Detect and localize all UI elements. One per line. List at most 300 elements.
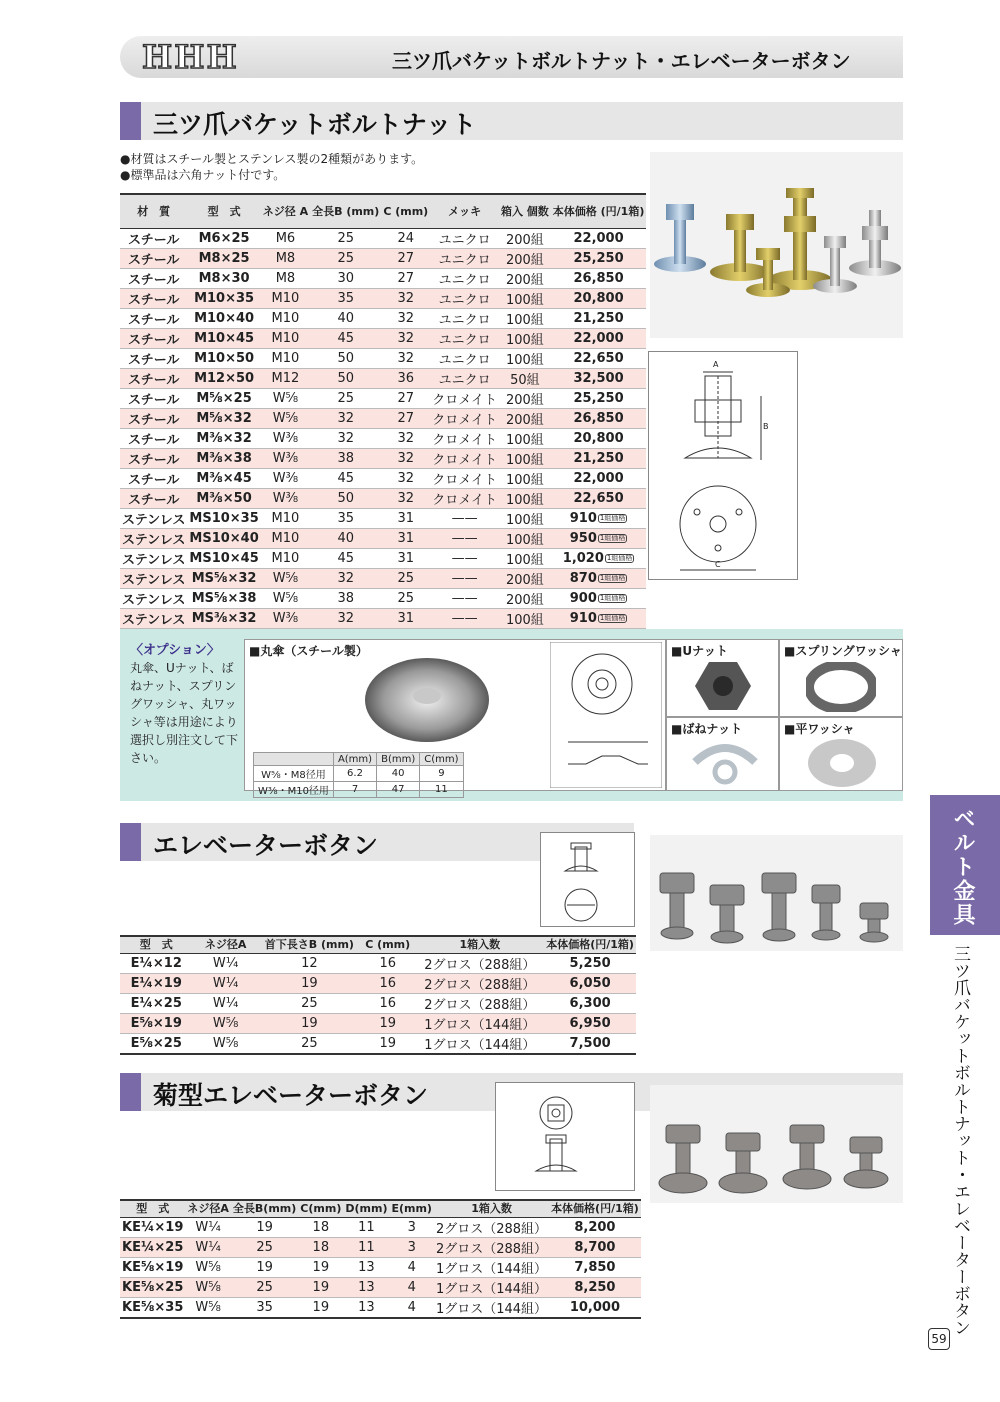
table-cell xyxy=(231,1217,298,1237)
cell-value: M10×40 xyxy=(194,310,255,326)
table-cell xyxy=(381,328,430,348)
table-cell xyxy=(120,428,187,448)
unit-price-note: 1組価格 xyxy=(599,533,626,542)
cell-value: 30 xyxy=(337,270,354,286)
table-cell xyxy=(261,248,310,268)
table-cell xyxy=(434,1297,549,1318)
cell-value: ユニクロ xyxy=(438,312,491,328)
table-cell xyxy=(120,568,187,588)
cell-value: 32 xyxy=(397,450,415,466)
heading-accent-bar xyxy=(120,1073,141,1111)
table-cell xyxy=(310,508,381,528)
table-row xyxy=(120,248,646,268)
table-cell xyxy=(389,1237,434,1257)
cell-value: 19 xyxy=(379,1015,396,1031)
column-header: 全長B (mm) xyxy=(310,194,381,228)
cell-value: 38 xyxy=(337,590,354,606)
table-cell xyxy=(187,588,260,608)
cell-value: 1グロス（144組） xyxy=(435,1301,548,1317)
table-cell xyxy=(298,1217,343,1237)
table-cell xyxy=(499,248,551,268)
table-cell xyxy=(187,248,260,268)
cell-value: 100組 xyxy=(505,612,544,628)
cell-value: 25 xyxy=(397,570,415,586)
cell-value: スチール xyxy=(127,472,180,488)
cell-value: W¼ xyxy=(212,975,239,991)
cell-value: 200組 xyxy=(505,252,544,268)
table-cell xyxy=(261,408,310,428)
cell-value: 22,650 xyxy=(573,350,624,366)
table-cell xyxy=(544,1033,636,1054)
table-cell xyxy=(187,228,260,248)
column-header xyxy=(254,753,334,766)
column-header: E(mm) xyxy=(389,1200,434,1217)
cell-value: M10 xyxy=(271,510,300,526)
elevator-button-photo xyxy=(650,835,903,951)
cell-value: 25,250 xyxy=(573,390,624,406)
cell-value: E⅝×25 xyxy=(130,1035,182,1051)
cell-value: 8,250 xyxy=(574,1279,616,1295)
cell-value: 25 xyxy=(301,1035,318,1051)
table-cell xyxy=(310,368,381,388)
cell-value: 25,250 xyxy=(573,250,624,266)
umbrella-photo xyxy=(363,654,493,746)
cell-value: 32 xyxy=(397,470,415,486)
cell-value: 35 xyxy=(337,290,354,306)
table-cell xyxy=(310,408,381,428)
cell-value: 19 xyxy=(379,1035,396,1051)
table-cell xyxy=(430,568,499,588)
cell-value: クロメイト xyxy=(432,472,497,488)
bucket-bolt-table xyxy=(120,193,646,650)
cell-value: M10×35 xyxy=(194,290,255,306)
table-cell xyxy=(430,248,499,268)
kiku-button-photo xyxy=(650,1085,903,1203)
table-cell xyxy=(187,508,260,528)
cell-value: 26,850 xyxy=(573,270,624,286)
table-cell xyxy=(430,548,499,568)
cell-value: MS⅝×38 xyxy=(191,590,257,606)
table-cell xyxy=(430,408,499,428)
cell-value: M12×50 xyxy=(194,370,255,386)
cell-value: M10 xyxy=(271,310,300,326)
column-header: 1箱入数 xyxy=(434,1200,549,1217)
table-cell xyxy=(499,408,551,428)
column-header: ネジ径A xyxy=(185,1200,231,1217)
cell-value: 27 xyxy=(397,270,415,286)
side-caption: 三ツ爪バケットボルトナット・エレベーターボタン xyxy=(950,945,970,1336)
cell-value: 24 xyxy=(397,230,415,246)
table-row xyxy=(120,448,646,468)
table-cell xyxy=(430,388,499,408)
table-cell xyxy=(259,973,360,993)
cell-value: KE⅝×19 xyxy=(122,1259,184,1275)
cell-value: W⅝ xyxy=(195,1299,221,1315)
table-cell xyxy=(551,388,647,408)
cell-value: 1グロス（144組） xyxy=(435,1261,548,1277)
cell-value: M6×25 xyxy=(198,230,250,246)
table-cell xyxy=(430,228,499,248)
table-cell xyxy=(549,1277,641,1297)
cell-value: 3 xyxy=(407,1219,416,1235)
cell-value: 45 xyxy=(337,330,354,346)
cell-value: M8×30 xyxy=(198,270,250,286)
u-nut-cell xyxy=(666,639,779,717)
u-nut-photo xyxy=(695,660,751,712)
cell-value: クロメイト xyxy=(432,492,497,508)
cell-value: 35 xyxy=(256,1299,273,1315)
table-cell xyxy=(415,953,544,973)
table-cell xyxy=(120,448,187,468)
table-cell: 6.2 xyxy=(333,766,376,782)
table-cell xyxy=(343,1217,389,1237)
cell-value: ユニクロ xyxy=(438,232,491,248)
cell-value: スチール xyxy=(127,232,180,248)
table-cell xyxy=(259,993,360,1013)
table-cell xyxy=(430,488,499,508)
table-cell xyxy=(261,388,310,408)
cell-value: 40 xyxy=(337,530,354,546)
table-cell xyxy=(298,1237,343,1257)
table-cell xyxy=(499,508,551,528)
table-cell xyxy=(499,268,551,288)
table-row xyxy=(120,1033,636,1054)
table-cell xyxy=(259,1033,360,1054)
notes xyxy=(120,151,423,183)
cell-value: 4 xyxy=(407,1299,416,1315)
cell-value: 910 xyxy=(569,510,597,526)
cell-value: 100組 xyxy=(505,332,544,348)
cell-value: 910 xyxy=(569,610,597,626)
cell-value: スチール xyxy=(127,392,180,408)
table-header xyxy=(120,1200,641,1217)
table-cell xyxy=(187,388,260,408)
table-cell xyxy=(415,973,544,993)
table-cell xyxy=(499,388,551,408)
cell-value: 25 xyxy=(337,230,354,246)
cell-value: 22,650 xyxy=(573,490,624,506)
cell-value: 22,000 xyxy=(573,470,624,486)
cell-value: 27 xyxy=(397,250,415,266)
table-cell: 7 xyxy=(333,782,376,798)
column-header: C(mm) xyxy=(420,753,463,766)
table-cell xyxy=(261,368,310,388)
table-cell xyxy=(261,548,310,568)
cell-value: 32 xyxy=(397,330,415,346)
table-row xyxy=(120,1277,641,1297)
table-cell xyxy=(381,368,430,388)
table-cell xyxy=(120,368,187,388)
cell-value: W⅝ xyxy=(195,1259,221,1275)
table-cell xyxy=(499,428,551,448)
column-header: B(mm) xyxy=(377,753,420,766)
table-cell xyxy=(187,288,260,308)
table-cell xyxy=(310,308,381,328)
cell-value: 50 xyxy=(337,370,354,386)
table-header xyxy=(120,936,636,953)
column-header: 本体価格(円/1箱) xyxy=(544,936,636,953)
cell-value: ステンレス xyxy=(122,512,186,528)
cell-value: 200組 xyxy=(505,232,544,248)
table-cell: 11 xyxy=(420,782,463,798)
column-header: C (mm) xyxy=(360,936,415,953)
header-bar xyxy=(120,36,903,78)
cell-value: M⅜×50 xyxy=(196,490,252,506)
table-cell xyxy=(430,588,499,608)
elevator-button-table xyxy=(120,935,636,1055)
column-header: C (mm) xyxy=(381,194,430,228)
cell-value: M10 xyxy=(271,530,300,546)
table-cell xyxy=(261,268,310,288)
cell-value: —— xyxy=(451,610,478,626)
table-cell xyxy=(544,973,636,993)
table-cell xyxy=(187,468,260,488)
cell-value: 50 xyxy=(337,350,354,366)
cell-value: 8,700 xyxy=(574,1239,616,1255)
table-cell xyxy=(381,348,430,368)
table-cell xyxy=(310,248,381,268)
cell-value: W⅝ xyxy=(272,570,299,586)
cell-value: MS⅝×32 xyxy=(191,570,257,586)
table-cell xyxy=(310,448,381,468)
table-cell xyxy=(381,548,430,568)
cell-value: W⅝ xyxy=(212,1035,239,1051)
table-cell xyxy=(551,248,647,268)
cell-value: 32,500 xyxy=(573,370,624,386)
table-cell xyxy=(261,288,310,308)
cell-value: 1グロス（144組） xyxy=(435,1281,548,1297)
table-row xyxy=(120,1237,641,1257)
flat-washer-cell xyxy=(779,717,903,791)
cell-value: —— xyxy=(451,590,478,606)
table-cell xyxy=(551,288,647,308)
table-cell xyxy=(120,608,187,628)
table-cell xyxy=(434,1257,549,1277)
table-cell xyxy=(193,1033,259,1054)
cell-value: 25 xyxy=(256,1239,273,1255)
table-cell xyxy=(120,588,187,608)
cell-value: 1,020 xyxy=(562,550,604,566)
cell-value: 13 xyxy=(358,1259,375,1275)
table-cell xyxy=(551,228,647,248)
cell-value: ユニクロ xyxy=(438,332,491,348)
table-cell xyxy=(298,1277,343,1297)
table-row xyxy=(120,608,646,628)
cell-value: 32 xyxy=(397,290,415,306)
table-cell xyxy=(381,428,430,448)
cell-value: 100組 xyxy=(505,312,544,328)
cell-value: 13 xyxy=(358,1279,375,1295)
cell-value: 31 xyxy=(397,610,415,626)
table-cell xyxy=(185,1297,231,1318)
table-cell xyxy=(120,1033,193,1054)
cell-value: スチール xyxy=(127,332,180,348)
spring-washer-label: ■スプリングワッシャ xyxy=(784,644,902,658)
cell-value: M8 xyxy=(275,270,296,286)
table-cell xyxy=(310,328,381,348)
table-cell xyxy=(187,308,260,328)
cell-value: ステンレス xyxy=(122,612,186,628)
cell-value: 40 xyxy=(337,310,354,326)
table-cell xyxy=(544,1013,636,1033)
cell-value: 3 xyxy=(407,1239,416,1255)
table-cell xyxy=(120,548,187,568)
cell-value: 100組 xyxy=(505,512,544,528)
table-cell xyxy=(551,448,647,468)
table-cell: 47 xyxy=(377,782,420,798)
cell-value: ステンレス xyxy=(122,572,186,588)
cell-value: 2グロス（288組） xyxy=(424,977,536,993)
cell-value: 32 xyxy=(337,410,354,426)
cell-value: ステンレス xyxy=(122,532,186,548)
cell-value: 100組 xyxy=(505,452,544,468)
cell-value: スチール xyxy=(127,452,180,468)
flat-washer-label: ■平ワッシャ xyxy=(784,722,855,736)
heading-accent-bar xyxy=(120,102,141,140)
table-cell xyxy=(430,268,499,288)
cell-value: 20,800 xyxy=(573,430,624,446)
table-cell xyxy=(430,348,499,368)
table-cell xyxy=(120,1277,185,1297)
table-cell xyxy=(549,1237,641,1257)
unit-price-note: 1組価格 xyxy=(599,513,626,522)
table-row xyxy=(120,1297,641,1318)
column-header: 材 質 xyxy=(120,194,187,228)
cell-value: W⅜ xyxy=(272,450,299,466)
table-cell xyxy=(310,228,381,248)
table-cell xyxy=(551,348,647,368)
cell-value: MS10×35 xyxy=(189,510,259,526)
cell-value: 18 xyxy=(312,1239,330,1255)
cell-value: 16 xyxy=(379,995,396,1011)
table-row xyxy=(254,782,464,798)
table-cell xyxy=(261,488,310,508)
table-cell xyxy=(298,1257,343,1277)
cell-value: 4 xyxy=(407,1259,416,1275)
table-cell xyxy=(551,268,647,288)
table-cell xyxy=(551,428,647,448)
column-header: 型 式 xyxy=(120,936,193,953)
table-cell xyxy=(120,388,187,408)
table-cell xyxy=(430,368,499,388)
umbrella-table xyxy=(253,752,464,798)
cell-value: 8,200 xyxy=(574,1219,616,1235)
u-nut-label: ■Uナット xyxy=(671,644,728,658)
cell-value: E¼×12 xyxy=(130,955,182,971)
cell-value: 21,250 xyxy=(573,310,624,326)
cell-value: M10 xyxy=(271,290,300,306)
table-cell xyxy=(549,1297,641,1318)
cell-value: M12 xyxy=(271,370,300,386)
table-cell xyxy=(430,308,499,328)
table-cell xyxy=(434,1217,549,1237)
table-cell xyxy=(120,408,187,428)
table-cell xyxy=(193,1013,259,1033)
table-cell xyxy=(261,508,310,528)
table-cell xyxy=(261,348,310,368)
table-row xyxy=(120,288,646,308)
cell-value: 25 xyxy=(301,995,318,1011)
table-cell xyxy=(120,973,193,993)
cell-value: M10 xyxy=(271,550,300,566)
cell-value: W⅝ xyxy=(272,410,299,426)
table-cell: 9 xyxy=(420,766,463,782)
table-cell xyxy=(551,328,647,348)
table-cell xyxy=(187,328,260,348)
table-cell xyxy=(120,248,187,268)
cell-value: 26,850 xyxy=(573,410,624,426)
cell-value: ユニクロ xyxy=(438,292,491,308)
table-cell xyxy=(381,268,430,288)
table-cell xyxy=(231,1277,298,1297)
table-cell xyxy=(389,1217,434,1237)
cell-value: W⅝ xyxy=(272,590,299,606)
table-cell xyxy=(185,1277,231,1297)
table-cell xyxy=(187,408,260,428)
table-row xyxy=(120,993,636,1013)
cell-value: 32 xyxy=(397,350,415,366)
table-cell xyxy=(120,268,187,288)
table-cell xyxy=(551,588,647,608)
table-cell xyxy=(551,468,647,488)
cell-value: スチール xyxy=(127,292,180,308)
table-cell xyxy=(310,388,381,408)
table-cell xyxy=(381,528,430,548)
cell-value: 11 xyxy=(358,1239,375,1255)
column-header: A(mm) xyxy=(333,753,376,766)
table-cell: W⅝・M8径用 xyxy=(254,766,334,782)
table-cell xyxy=(310,348,381,368)
table-row xyxy=(120,548,646,568)
cell-value: 6,050 xyxy=(569,975,611,991)
bucket-bolt-diagram xyxy=(648,351,798,580)
options-panel xyxy=(120,629,903,801)
table-cell: 40 xyxy=(377,766,420,782)
column-header: 本体価格 (円/1箱) xyxy=(551,194,647,228)
table-cell xyxy=(549,1257,641,1277)
cell-value: ユニクロ xyxy=(438,252,491,268)
cell-value: 32 xyxy=(337,610,354,626)
table-row xyxy=(120,328,646,348)
table-cell xyxy=(120,528,187,548)
column-header: ネジ径 A xyxy=(261,194,310,228)
table-cell xyxy=(187,428,260,448)
table-cell xyxy=(551,408,647,428)
cell-value: M⅜×38 xyxy=(196,450,252,466)
table-cell xyxy=(499,568,551,588)
cell-value: 19 xyxy=(256,1219,273,1235)
cell-value: 1グロス（144組） xyxy=(424,1037,536,1053)
table-cell xyxy=(120,1237,185,1257)
table-cell xyxy=(231,1257,298,1277)
options-title: 〈オプション〉 xyxy=(130,643,220,658)
cell-value: W¼ xyxy=(195,1219,221,1235)
table-cell xyxy=(551,568,647,588)
table-cell xyxy=(261,528,310,548)
table-row xyxy=(120,953,636,973)
table-row xyxy=(120,568,646,588)
table-cell xyxy=(499,368,551,388)
table-cell xyxy=(120,348,187,368)
table-row xyxy=(120,528,646,548)
unit-price-note: 1組価格 xyxy=(606,553,633,562)
cell-value: ユニクロ xyxy=(438,352,491,368)
cell-value: 25 xyxy=(256,1279,273,1295)
cell-value: 25 xyxy=(337,250,354,266)
cell-value: 100組 xyxy=(505,492,544,508)
column-header: C(mm) xyxy=(298,1200,343,1217)
table-cell xyxy=(544,993,636,1013)
